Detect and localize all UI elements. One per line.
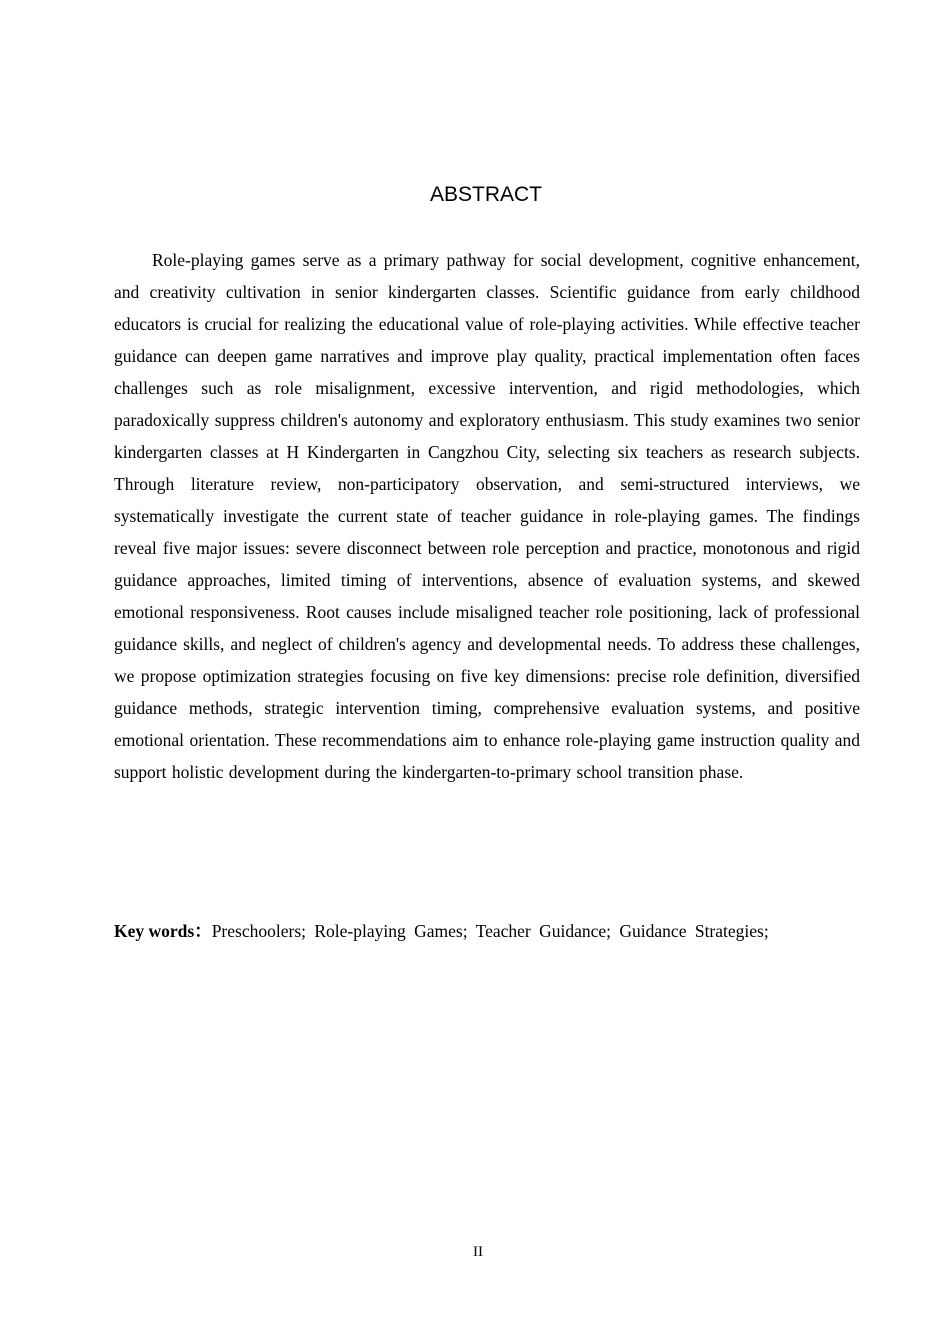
abstract-title: ABSTRACT bbox=[429, 183, 542, 206]
keywords-label: Key words： bbox=[114, 921, 212, 941]
page-number: II bbox=[473, 1244, 483, 1260]
keywords-line bbox=[114, 915, 860, 947]
keywords-text: Preschoolers; Role-playing Games; Teacher Guidance; Guidance Strategies; bbox=[211, 921, 769, 941]
abstract-body: Role-playing games serve as a primary pathway for social development, cognitive enhancement, and creativity cultivation in senior kindergarten classes. Scientific guidance from early childhood educators is crucial for realizing the educational value of role-playing activities. While effective teacher guidance can deepen game narratives and improve play quality, practical implementation often faces challenges such as role misalignment, excessive intervention, and rigid methodologies, which paradoxically suppress children's autonomy and exploratory enthusiasm. This study examines two senior kindergarten classes at H Kindergarten in Cangzhou City, selecting six teachers as research subjects. Through literature review, non-participatory observation, and semi-structured interviews, we systematically investigate the current state of teacher guidance in role-playing games. The findings reveal five major issues: severe disconnect between role perception and practice, monotonous and rigid guidance approaches, limited timing of interventions, absence of evaluation systems, and skewed emotional responsiveness. Root causes include misaligned teacher role positioning, lack of professional guidance skills, and neglect of children's agency and developmental needs. To address these challenges, we propose optimization strategies focusing on five key dimensions: precise role definition, diversified guidance methods, strategic intervention timing, comprehensive evaluation systems, and positive emotional orientation. These recommendations aim to enhance role-playing game instruction quality and support holistic development during the kindergarten-to-primary school transition phase. bbox=[114, 250, 860, 782]
